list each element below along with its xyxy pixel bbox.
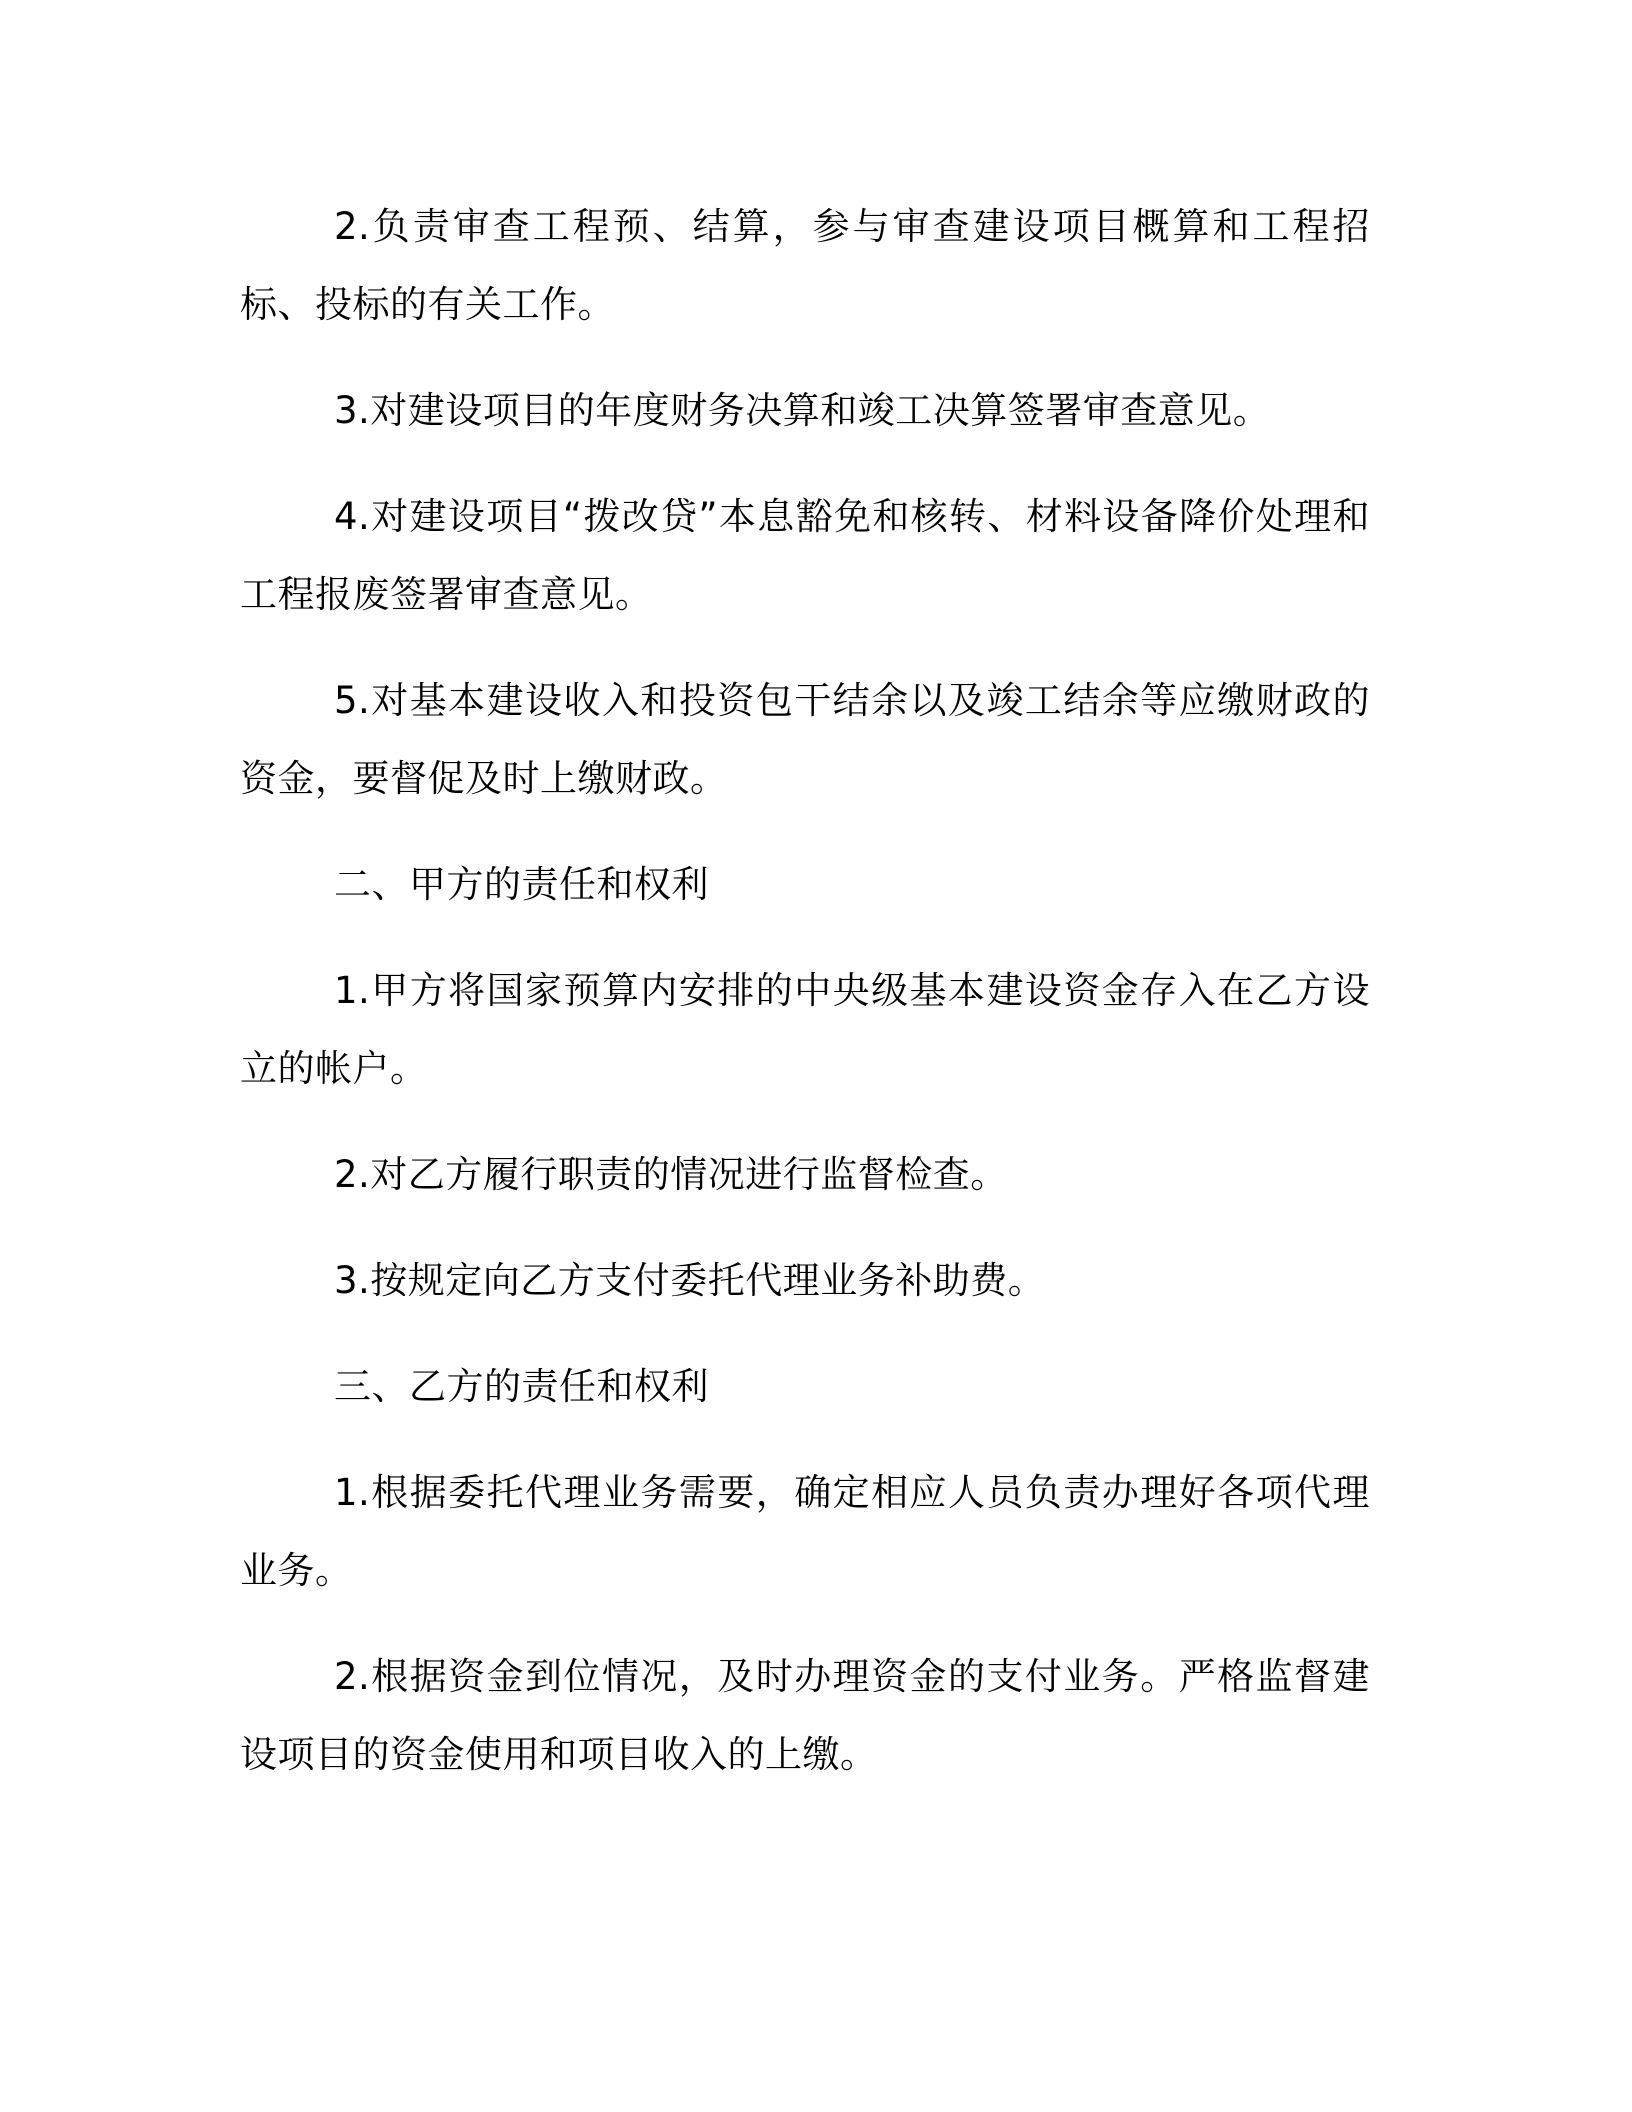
paragraph-item-4: 4.对建设项目“拨改贷”本息豁免和核转、材料设备降价处理和工程报废签署审查意见。 <box>240 495 1370 616</box>
paragraph-item-2: 2.负责审查工程预、结算，参与审查建设项目概算和工程招标、投标的有关工作。 <box>240 205 1370 326</box>
paragraph-item-5: 5.对基本建设收入和投资包干结余以及竣工结余等应缴财政的资金，要督促及时上缴财政。 <box>240 679 1370 800</box>
party-b-item-2: 2.根据资金到位情况，及时办理资金的支付业务。严格监督建设项目的资金使用和项目收入的上缴。 <box>240 1655 1370 1776</box>
party-a-item-1: 1.甲方将国家预算内安排的中央级基本建设资金存入在乙方设立的帐户。 <box>240 969 1370 1090</box>
party-a-item-3: 3.按规定向乙方支付委托代理业务补助费。 <box>334 1259 1046 1302</box>
party-a-item-2: 2.对乙方履行职责的情况进行监督检查。 <box>334 1153 1008 1196</box>
document-body <box>240 188 1370 1822</box>
section-heading-party-a: 二、甲方的责任和权利 <box>334 863 709 906</box>
party-b-item-1: 1.根据委托代理业务需要，确定相应人员负责办理好各项代理业务。 <box>240 1471 1370 1592</box>
section-heading-party-b: 三、乙方的责任和权利 <box>334 1365 709 1408</box>
paragraph-item-3: 3.对建设项目的年度财务决算和竣工决算签署审查意见。 <box>334 389 1271 432</box>
